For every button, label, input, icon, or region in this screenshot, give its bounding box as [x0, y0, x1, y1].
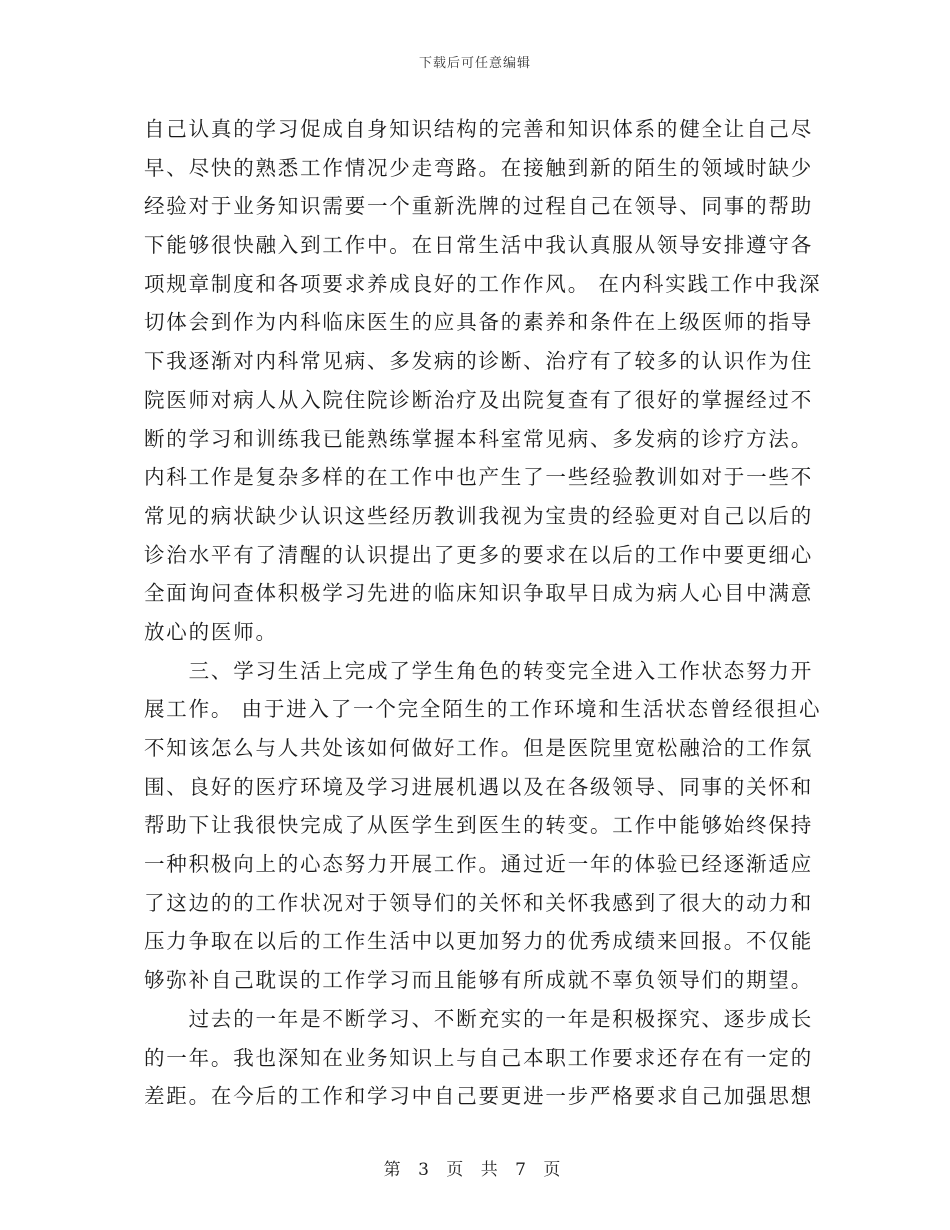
- text-line: 不知该怎么与人共处该如何做好工作。但是医院里宽松融洽的工作氛: [144, 736, 813, 760]
- text-line: 项规章制度和各项要求养成良好的工作作风。 在内科实践工作中我深: [144, 271, 822, 296]
- text-line: 诊治水平有了清醒的认识提出了更多的要求在以后的工作中要更细心: [144, 542, 813, 567]
- text-line: 经验对于业务知识需要一个重新洗牌的过程自己在领导、同事的帮助: [144, 194, 813, 219]
- text-line: 差距。在今后的工作和学习中自己要更进一步严格要求自己加强思想: [144, 1084, 813, 1109]
- text-line: 压力争取在以后的工作生活中以更加努力的优秀成绩来回报。不仅能: [144, 929, 813, 954]
- text-line: 早、尽快的熟悉工作情况少走弯路。在接触到新的陌生的领域时缺少: [144, 155, 813, 180]
- text-line: 一种积极向上的心态努力开展工作。通过近一年的体验已经逐渐适应: [144, 852, 813, 877]
- page-header: 下载后可任意编辑: [418, 56, 531, 71]
- text-line: 院医师对病人从入院住院诊断治疗及出院复查有了很好的掌握经过不: [144, 387, 813, 412]
- text-line: 围、良好的医疗环境及学习进展机遇以及在各级领导、同事的关怀和: [144, 774, 813, 799]
- text-line: 帮助下让我很快完成了从医学生到医生的转变。工作中能够始终保持: [144, 813, 813, 838]
- text-line: 下能够很快融入到工作中。在日常生活中我认真服从领导安排遵守各: [144, 233, 813, 258]
- text-line: 三、学习生活上完成了学生角色的转变完全进入工作状态努力开: [144, 658, 813, 683]
- body-text: [144, 110, 822, 1116]
- text-line: 下我逐渐对内科常见病、多发病的诊断、治疗有了较多的认识作为住: [144, 349, 813, 374]
- text-line: 放心的医师。: [144, 619, 278, 644]
- text-line: 断的学习和训练我已能熟练掌握本科室常见病、多发病的诊疗方法。: [144, 426, 813, 451]
- text-line: 够弥补自己耽误的工作学习而且能够有所成就不辜负领导们的期望。: [144, 968, 813, 993]
- text-line: 常见的病状缺少认识这些经历教训我视为宝贵的经验更对自己以后的: [144, 503, 813, 528]
- text-line: 展工作。 由于进入了一个完全陌生的工作环境和生活状态曾经很担心: [144, 697, 822, 722]
- text-line: 过去的一年是不断学习、不断充实的一年是积极探究、逐步成长: [144, 1006, 813, 1031]
- text-line: 全面询问查体积极学习先进的临床知识争取早日成为病人心目中满意: [144, 581, 813, 606]
- text-line: 切体会到作为内科临床医生的应具备的素养和条件在上级医师的指导: [144, 310, 813, 335]
- page-footer: 第 3 页 共 7 页: [383, 1160, 567, 1180]
- text-line: 自己认真的学习促成自身知识结构的完善和知识体系的健全让自己尽: [144, 117, 813, 141]
- text-line: 内科工作是复杂多样的在工作中也产生了一些经验教训如对于一些不: [144, 465, 813, 490]
- text-line: 的一年。我也深知在业务知识上与自己本职工作要求还存在有一定的: [144, 1045, 813, 1070]
- text-line: 了这边的的工作状况对于领导们的关怀和关怀我感到了很大的动力和: [144, 890, 813, 915]
